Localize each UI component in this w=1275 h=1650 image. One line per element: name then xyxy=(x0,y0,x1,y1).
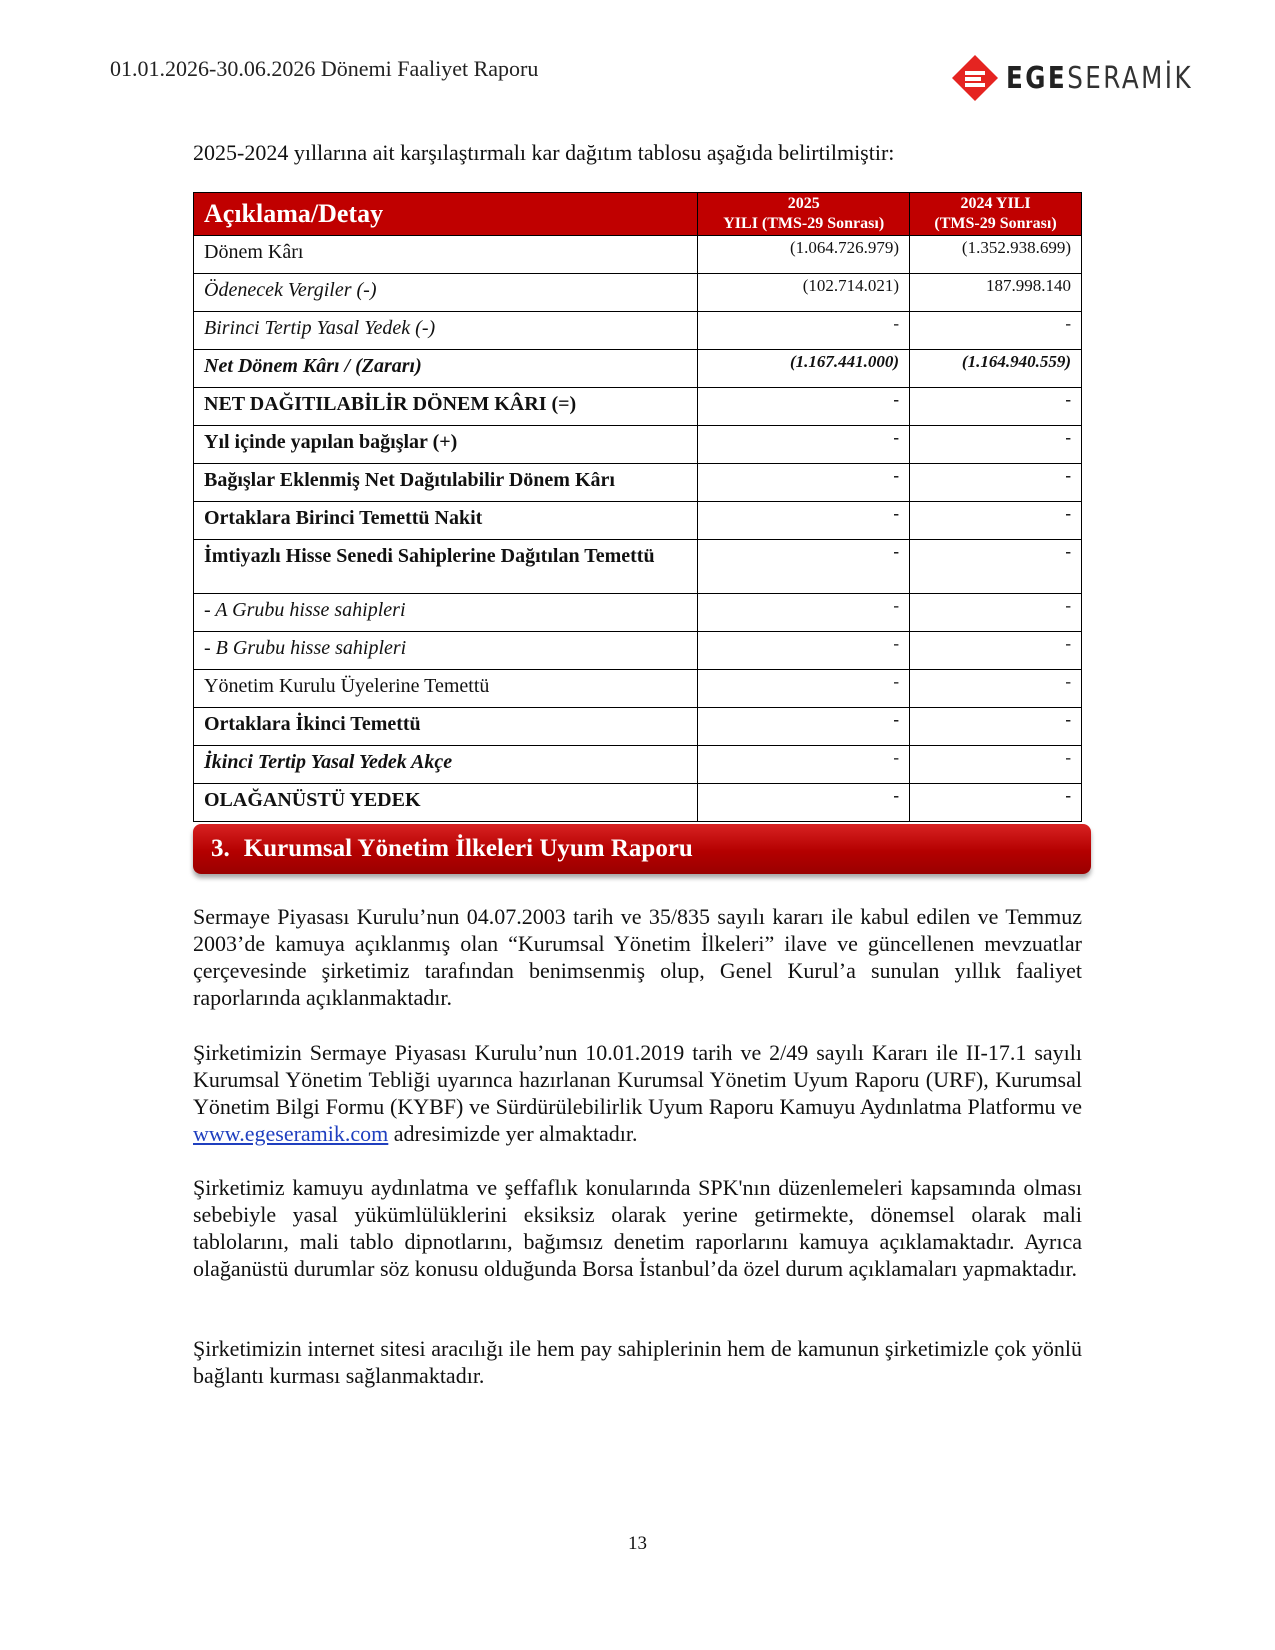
row-value-2024: - xyxy=(910,464,1082,502)
row-value-2024: - xyxy=(910,594,1082,632)
table-row xyxy=(194,746,1082,784)
row-label: Yönetim Kurulu Üyelerine Temettü xyxy=(194,670,698,708)
row-value-2025: - xyxy=(698,784,910,822)
row-label: Ortaklara İkinci Temettü xyxy=(194,708,698,746)
row-label: İmtiyazlı Hisse Senedi Sahiplerine Dağıtılan Temettü xyxy=(194,540,698,594)
paragraph-3: Şirketimiz kamuyu aydınlatma ve şeffaflık konularında SPK'nın düzenlemeleri kapsamında olması sebebiyle yasal yükümlülüklerini eksiksiz olarak yerine getirmekte, dönemsel olarak mali tablolarını, mali tablo dipnotlarını, bağımsız denetim raporlarını kamuya açıklamaktadır. Ayrıca olağanüstü durumlar söz konusu olduğunda Borsa İstanbul’da özel durum açıklamaları yapmaktadır. xyxy=(193,1175,1082,1281)
table-row xyxy=(194,274,1082,312)
logo-text-light: SERAMİK xyxy=(1067,60,1194,96)
row-value-2024: (1.164.940.559) xyxy=(910,350,1082,388)
row-label: Dönem Kârı xyxy=(194,236,698,274)
col-header-2025: 2025 YILI (TMS-29 Sonrası) xyxy=(698,193,910,236)
paragraph-2: Şirketimizin Sermaye Piyasası Kurulu’nun 10.01.2019 tarih ve 2/49 sayılı Kararı ile II-17.1 sayılı Kurumsal Yönetim Tebliği uyarınca hazırlanan Kurumsal Yönetim Uyum Raporu (URF), Kurumsal Yönetim Bilgi Formu (KYBF) ve Sürdürülebilirlik Uyum Raporu Kamuyu Aydınlatma Platformu ve www.egeseramik.com adresimizde yer almaktadır. xyxy=(193,1040,1082,1146)
table-row xyxy=(194,464,1082,502)
table-row xyxy=(194,594,1082,632)
table-row xyxy=(194,540,1082,594)
table-row xyxy=(194,784,1082,822)
profit-distribution-table xyxy=(193,192,1082,822)
table-row xyxy=(194,632,1082,670)
section-number: 3. xyxy=(211,835,230,862)
table-row xyxy=(194,236,1082,274)
row-value-2025: - xyxy=(698,632,910,670)
paragraph-4: Şirketimizin internet sitesi aracılığı ile hem pay sahiplerinin hem de kamunun şirketimizle çok yönlü bağlantı kurması sağlanmaktadır. xyxy=(193,1336,1082,1388)
row-value-2025: - xyxy=(698,502,910,540)
col-header-2024: 2024 YILI (TMS-29 Sonrası) xyxy=(910,193,1082,236)
ege-logo-icon xyxy=(950,53,1000,103)
row-label: Ortaklara Birinci Temettü Nakit xyxy=(194,502,698,540)
page-header-title: 01.01.2026-30.06.2026 Dönemi Faaliyet Raporu xyxy=(110,56,539,81)
row-value-2025: (1.064.726.979) xyxy=(698,236,910,274)
row-label: - A Grubu hisse sahipleri xyxy=(194,594,698,632)
table-row xyxy=(194,388,1082,426)
row-value-2025: (102.714.021) xyxy=(698,274,910,312)
row-value-2024: 187.998.140 xyxy=(910,274,1082,312)
row-value-2024: - xyxy=(910,746,1082,784)
table-row xyxy=(194,708,1082,746)
row-value-2024: - xyxy=(910,312,1082,350)
row-value-2025: - xyxy=(698,312,910,350)
row-value-2025: (1.167.441.000) xyxy=(698,350,910,388)
section-heading-bar xyxy=(193,824,1091,874)
row-value-2025: - xyxy=(698,670,910,708)
row-label: Yıl içinde yapılan bağışlar (+) xyxy=(194,426,698,464)
table-row xyxy=(194,502,1082,540)
row-label: Net Dönem Kârı / (Zararı) xyxy=(194,350,698,388)
page-number: 13 xyxy=(628,1533,647,1554)
table-row xyxy=(194,670,1082,708)
row-label: Birinci Tertip Yasal Yedek (-) xyxy=(194,312,698,350)
col-header-description: Açıklama/Detay xyxy=(194,193,698,236)
row-label: OLAĞANÜSTÜ YEDEK xyxy=(194,784,698,822)
table-row xyxy=(194,350,1082,388)
row-value-2024: - xyxy=(910,784,1082,822)
table-intro-text: 2025-2024 yıllarına ait karşılaştırmalı kar dağıtım tablosu aşağıda belirtilmiştir: xyxy=(193,140,895,165)
row-value-2024: (1.352.938.699) xyxy=(910,236,1082,274)
table-row xyxy=(194,426,1082,464)
row-value-2025: - xyxy=(698,426,910,464)
row-value-2025: - xyxy=(698,464,910,502)
row-label: NET DAĞITILABİLİR DÖNEM KÂRI (=) xyxy=(194,388,698,426)
logo-text-bold: EGE xyxy=(1006,60,1068,96)
website-link[interactable]: www.egeseramik.com xyxy=(193,1121,389,1146)
row-value-2024: - xyxy=(910,632,1082,670)
row-value-2025: - xyxy=(698,746,910,784)
row-value-2025: - xyxy=(698,708,910,746)
paragraph-1: Sermaye Piyasası Kurulu’nun 04.07.2003 tarih ve 35/835 sayılı kararı ile kabul edilen ve Temmuz 2003’de kamuya açıklanmış olan “Kurumsal Yönetim İlkeleri” ilave ve güncellenen mevzuatlar çerçevesinde şirketimiz tarafından benimsenmiş olup, Genel Kurul’a sunulan yıllık faaliyet raporlarında açıklanmaktadır. xyxy=(193,904,1082,1010)
row-value-2024: - xyxy=(910,708,1082,746)
table-header-row xyxy=(194,193,1082,236)
row-value-2025: - xyxy=(698,540,910,594)
row-label: Ödenecek Vergiler (-) xyxy=(194,274,698,312)
row-label: İkinci Tertip Yasal Yedek Akçe xyxy=(194,746,698,784)
row-value-2024: - xyxy=(910,388,1082,426)
row-value-2024: - xyxy=(910,426,1082,464)
section-title: Kurumsal Yönetim İlkeleri Uyum Raporu xyxy=(243,835,693,862)
row-label: Bağışlar Eklenmiş Net Dağıtılabilir Dönem Kârı xyxy=(194,464,698,502)
row-value-2024: - xyxy=(910,502,1082,540)
row-label: - B Grubu hisse sahipleri xyxy=(194,632,698,670)
row-value-2024: - xyxy=(910,670,1082,708)
table-row xyxy=(194,312,1082,350)
row-value-2025: - xyxy=(698,594,910,632)
company-logo xyxy=(950,50,1194,106)
row-value-2024: - xyxy=(910,540,1082,594)
row-value-2025: - xyxy=(698,388,910,426)
logo-text xyxy=(1006,61,1193,96)
